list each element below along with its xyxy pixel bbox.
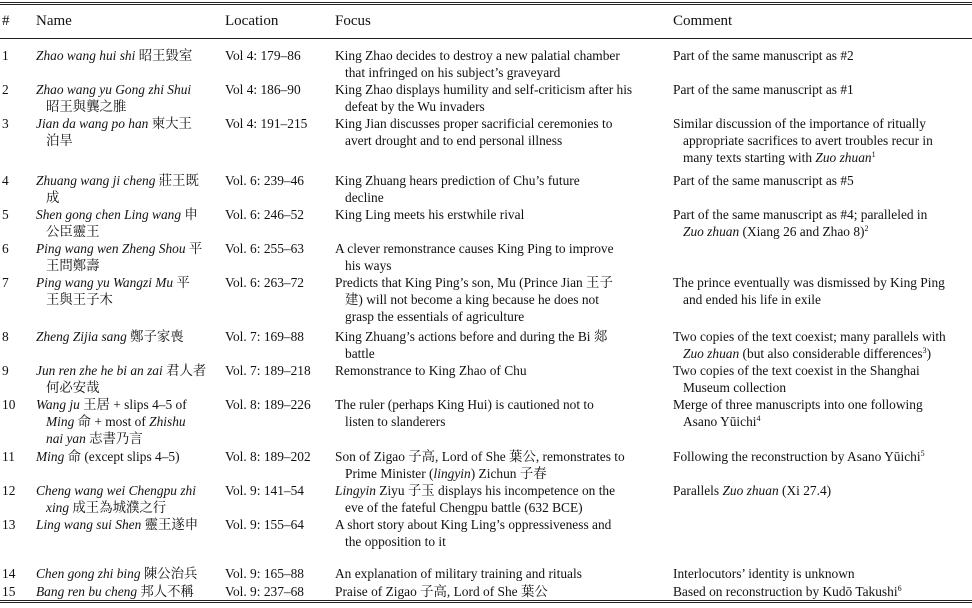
- text-segment: King Zhuang’s actions before and during the Bi 郯 battle: [335, 329, 608, 361]
- text-segment: 成王為城濮之行: [69, 500, 167, 515]
- name-cell: [34, 328, 223, 362]
- footnote-ref[interactable]: 1: [871, 150, 876, 159]
- focus-cell: [333, 115, 671, 172]
- focus-cell: [333, 448, 671, 482]
- text-segment: 平 王問鄭壽: [46, 241, 203, 273]
- location-cell: Vol. 6: 246–52: [225, 207, 304, 222]
- text-segment: Zhao wang hui shi: [36, 48, 136, 63]
- name-text: [36, 115, 221, 149]
- text-segment: (Xiang 26 and Zhao 8): [739, 224, 865, 239]
- row-number: 8: [2, 329, 9, 344]
- text-segment: 志書乃言: [85, 431, 143, 446]
- row-number: 13: [2, 517, 16, 532]
- name-cell: [34, 396, 223, 448]
- focus-text: [335, 583, 669, 600]
- text-segment: 靈王遂申: [141, 517, 199, 532]
- focus-cell: [333, 240, 671, 274]
- table-row: [0, 516, 972, 565]
- footnote-ref[interactable]: 6: [897, 584, 902, 593]
- focus-text: [335, 482, 669, 516]
- text-segment: Jian da wang po han: [36, 116, 149, 131]
- comment-cell: [671, 240, 972, 274]
- name-text: [36, 172, 221, 206]
- text-segment: Zuo zhuan: [683, 224, 740, 239]
- name-text: [36, 274, 221, 308]
- footnote-ref[interactable]: 5: [920, 449, 925, 458]
- location-cell: Vol. 7: 189–218: [225, 363, 311, 378]
- location-cell: Vol 4: 191–215: [225, 116, 308, 131]
- name-cell: [34, 81, 223, 115]
- focus-text: [335, 81, 669, 115]
- text-segment: Based on reconstruction by Kudō Takushi: [673, 584, 898, 599]
- text-segment: Merge of three manuscripts into one following Asano Yūichi: [673, 397, 923, 429]
- text-segment: 鄭子家喪: [126, 329, 184, 344]
- name-cell: [34, 448, 223, 482]
- comment-text: [673, 565, 970, 582]
- focus-cell: [333, 81, 671, 115]
- text-segment: Interlocutors’ identity is unknown: [673, 566, 855, 581]
- text-segment: Parallels: [673, 483, 723, 498]
- focus-cell: [333, 482, 671, 516]
- manuscript-table: [0, 2, 972, 603]
- row-number: 9: [2, 363, 9, 378]
- table-row: [0, 206, 972, 240]
- name-text: [36, 516, 221, 533]
- text-segment: A clever remonstrance causes King Ping to improve his ways: [335, 241, 614, 273]
- text-segment: 陳公治兵: [140, 566, 198, 581]
- text-segment: 申 公臣靈王: [46, 207, 198, 239]
- table-row: [0, 583, 972, 602]
- text-segment: King Zhao decides to destroy a new palatial chamber that infringed on his subject’s graveyard: [335, 48, 620, 80]
- focus-text: [335, 115, 669, 149]
- comment-text: [673, 172, 970, 189]
- focus-text: [335, 274, 669, 325]
- focus-cell: [333, 274, 671, 328]
- comment-text: [673, 583, 970, 600]
- focus-text: [335, 396, 669, 430]
- row-number: 12: [2, 483, 16, 498]
- name-cell: [34, 583, 223, 602]
- comment-cell: [671, 328, 972, 362]
- text-segment: ) Zichun 子春: [470, 466, 547, 481]
- focus-cell: [333, 362, 671, 396]
- comment-cell: [671, 81, 972, 115]
- text-segment: 昭王與龔之脽: [46, 99, 127, 114]
- comment-text: [673, 448, 970, 465]
- text-segment: Part of the same manuscript as #5: [673, 173, 854, 188]
- comment-cell: [671, 516, 972, 565]
- text-segment: Praise of Zigao 子高, Lord of She 葉公: [335, 584, 548, 599]
- text-segment: Zhao wang yu Gong zhi Shui: [36, 82, 192, 97]
- focus-text: [335, 240, 669, 274]
- text-segment: 命 + most of: [74, 414, 150, 429]
- comment-text: [673, 81, 970, 98]
- table-row: [0, 328, 972, 362]
- comment-cell: [671, 172, 972, 206]
- header-focus: Focus: [333, 4, 671, 39]
- text-segment: 君人者 何必安哉: [46, 363, 207, 395]
- header-num: #: [0, 4, 34, 39]
- focus-cell: [333, 583, 671, 602]
- text-segment: Jun ren zhe he bi an zai: [36, 363, 163, 378]
- location-cell: Vol. 9: 237–68: [225, 584, 304, 599]
- comment-cell: [671, 482, 972, 516]
- name-text: [36, 240, 221, 274]
- text-segment: Part of the same manuscript as #4; paralleled in: [673, 207, 928, 222]
- focus-text: [335, 516, 669, 550]
- name-text: [36, 206, 221, 240]
- location-cell: Vol 4: 179–86: [225, 48, 301, 63]
- name-cell: [34, 565, 223, 583]
- text-segment: ): [926, 346, 932, 361]
- focus-text: [335, 362, 669, 379]
- row-number: 6: [2, 241, 9, 256]
- footnote-ref[interactable]: 4: [756, 414, 761, 423]
- text-segment: Zuo zhuan: [683, 346, 740, 361]
- focus-cell: [333, 565, 671, 583]
- row-number: 4: [2, 173, 9, 188]
- text-segment: Ping wang yu Wangzi Mu: [36, 275, 174, 290]
- comment-cell: [671, 362, 972, 396]
- name-text: [36, 47, 221, 64]
- name-text: [36, 565, 221, 582]
- text-segment: 柬大王 泊旱: [46, 116, 192, 148]
- footnote-ref[interactable]: 2: [864, 224, 869, 233]
- focus-cell: [333, 172, 671, 206]
- focus-text: [335, 206, 669, 223]
- text-segment: Ming: [46, 414, 75, 429]
- name-cell: [34, 516, 223, 565]
- name-text: [36, 583, 221, 600]
- name-cell: [34, 362, 223, 396]
- row-number: 15: [2, 584, 16, 599]
- text-segment: A short story about King Ling’s oppressiveness and the opposition to it: [335, 517, 612, 549]
- table-row: [0, 115, 972, 172]
- text-segment: Shen gong chen Ling wang: [36, 207, 182, 222]
- text-segment: Similar discussion of the importance of ritually appropriate sacrifices to avert troubles recur in many texts starting with: [673, 116, 933, 165]
- comment-cell: [671, 583, 972, 602]
- text-segment: 昭王毀室: [135, 48, 193, 63]
- comment-text: [673, 274, 970, 308]
- comment-text: [673, 47, 970, 64]
- text-segment: Lingyin: [335, 483, 376, 498]
- comment-text: [673, 206, 970, 240]
- focus-cell: [333, 328, 671, 362]
- location-cell: Vol. 9: 165–88: [225, 566, 304, 581]
- comment-cell: [671, 448, 972, 482]
- text-segment: 平 王與王子木: [46, 275, 190, 307]
- text-segment: Part of the same manuscript as #2: [673, 48, 854, 63]
- name-text: [36, 81, 221, 115]
- row-number: 5: [2, 207, 9, 222]
- table-row: [0, 565, 972, 583]
- focus-cell: [333, 39, 671, 82]
- text-segment: 命 (except slips 4–5): [64, 449, 180, 464]
- location-cell: Vol. 6: 255–63: [225, 241, 304, 256]
- table-row: [0, 482, 972, 516]
- location-cell: Vol. 7: 169–88: [225, 329, 304, 344]
- row-number: 1: [2, 48, 9, 63]
- text-segment: King Jian discusses proper sacrificial ceremonies to avert drought and to end personal illness: [335, 116, 613, 148]
- name-cell: [34, 240, 223, 274]
- comment-cell: [671, 39, 972, 82]
- text-segment: Zhuang wang ji cheng: [36, 173, 156, 188]
- comment-text: [673, 328, 970, 362]
- table-row: [0, 172, 972, 206]
- name-text: [36, 448, 221, 465]
- table-row: [0, 448, 972, 482]
- name-text: [36, 362, 221, 396]
- text-segment: Zhishu nai yan: [46, 414, 186, 446]
- location-cell: Vol. 8: 189–202: [225, 449, 311, 464]
- location-cell: Vol. 9: 155–64: [225, 517, 304, 532]
- header-name: Name: [34, 4, 223, 39]
- comment-text: [673, 396, 970, 430]
- name-cell: [34, 115, 223, 172]
- text-segment: Ping wang wen Zheng Shou: [36, 241, 186, 256]
- comment-text: [673, 115, 970, 166]
- location-cell: Vol 4: 186–90: [225, 82, 301, 97]
- header-row: [0, 4, 972, 39]
- focus-text: [335, 47, 669, 81]
- table-row: [0, 362, 972, 396]
- row-number: 11: [2, 449, 15, 464]
- text-segment: Chen gong zhi bing: [36, 566, 141, 581]
- row-number: 10: [2, 397, 16, 412]
- comment-cell: [671, 396, 972, 448]
- text-segment: Ziyu 子玉 displays his incompetence on the eve of the fateful Chengpu battle (632 BCE): [345, 483, 616, 515]
- table-row: [0, 396, 972, 448]
- text-segment: King Zhuang hears prediction of Chu’s future decline: [335, 173, 580, 205]
- text-segment: An explanation of military training and rituals: [335, 566, 582, 581]
- focus-cell: [333, 396, 671, 448]
- text-segment: Ming: [36, 449, 65, 464]
- row-number: 3: [2, 116, 9, 131]
- text-segment: 邦人不稱: [137, 584, 194, 599]
- name-text: [36, 328, 221, 345]
- text-segment: King Ling meets his erstwhile rival: [335, 207, 525, 222]
- name-cell: [34, 206, 223, 240]
- location-cell: Vol. 6: 263–72: [225, 275, 304, 290]
- text-segment: Bang ren bu cheng: [36, 584, 138, 599]
- comment-text: [673, 362, 970, 396]
- header-comment: Comment: [671, 4, 972, 39]
- text-segment: Zuo zhuan: [815, 150, 872, 165]
- focus-cell: [333, 206, 671, 240]
- table-row: [0, 274, 972, 328]
- text-segment: Cheng wang wei Chengpu zhi xing: [36, 483, 196, 515]
- text-segment: Two copies of the text coexist in the Shanghai Museum collection: [673, 363, 920, 395]
- text-segment: (Xi 27.4): [778, 483, 832, 498]
- location-cell: Vol. 8: 189–226: [225, 397, 311, 412]
- comment-cell: [671, 115, 972, 172]
- focus-text: [335, 565, 669, 582]
- text-segment: Zheng Zijia sang: [36, 329, 127, 344]
- header-location: Location: [223, 4, 333, 39]
- name-cell: [34, 274, 223, 328]
- table-body: [0, 39, 972, 602]
- name-text: [36, 396, 221, 447]
- text-segment: Predicts that King Ping’s son, Mu (Prince Jian 王子 建) will not become a king because he does not grasp the essentials of agriculture: [335, 275, 613, 324]
- text-segment: 莊王既 成: [46, 173, 199, 205]
- comment-cell: [671, 206, 972, 240]
- row-number: 7: [2, 275, 9, 290]
- row-number: 14: [2, 566, 16, 581]
- text-segment: Part of the same manuscript as #1: [673, 82, 854, 97]
- location-cell: Vol. 6: 239–46: [225, 173, 304, 188]
- text-segment: lingyin: [433, 466, 471, 481]
- text-segment: King Zhao displays humility and self-criticism after his defeat by the Wu invaders: [335, 82, 633, 114]
- focus-cell: [333, 516, 671, 565]
- text-segment: (but also considerable differences: [739, 346, 923, 361]
- focus-text: [335, 172, 669, 206]
- text-segment: The ruler (perhaps King Hui) is cautioned not to listen to slanderers: [335, 397, 594, 429]
- text-segment: The prince eventually was dismissed by King Ping and ended his life in exile: [673, 275, 945, 307]
- footnote-ref[interactable]: 3: [922, 346, 927, 355]
- table-row: [0, 81, 972, 115]
- text-segment: Two copies of the text coexist; many parallels with: [673, 329, 946, 344]
- text-segment: Following the reconstruction by Asano Yūichi: [673, 449, 921, 464]
- text-segment: Son of Zigao 子高, Lord of She 葉公, remonstrates to Prime Minister (: [335, 449, 625, 481]
- comment-cell: [671, 274, 972, 328]
- name-cell: [34, 482, 223, 516]
- table-row: [0, 39, 972, 82]
- text-segment: Remonstrance to King Zhao of Chu: [335, 363, 527, 378]
- text-segment: 王居 + slips 4–5 of: [83, 397, 187, 412]
- text-segment: Zuo zhuan: [722, 483, 779, 498]
- row-number: 2: [2, 82, 9, 97]
- location-cell: Vol. 9: 141–54: [225, 483, 304, 498]
- comment-text: [673, 482, 970, 499]
- name-cell: [34, 172, 223, 206]
- text-segment: Wang ju: [36, 397, 80, 412]
- name-cell: [34, 39, 223, 82]
- comment-cell: [671, 565, 972, 583]
- focus-text: [335, 448, 669, 482]
- text-segment: Ling wang sui Shen: [36, 517, 142, 532]
- name-text: [36, 482, 221, 516]
- focus-text: [335, 328, 669, 362]
- table-row: [0, 240, 972, 274]
